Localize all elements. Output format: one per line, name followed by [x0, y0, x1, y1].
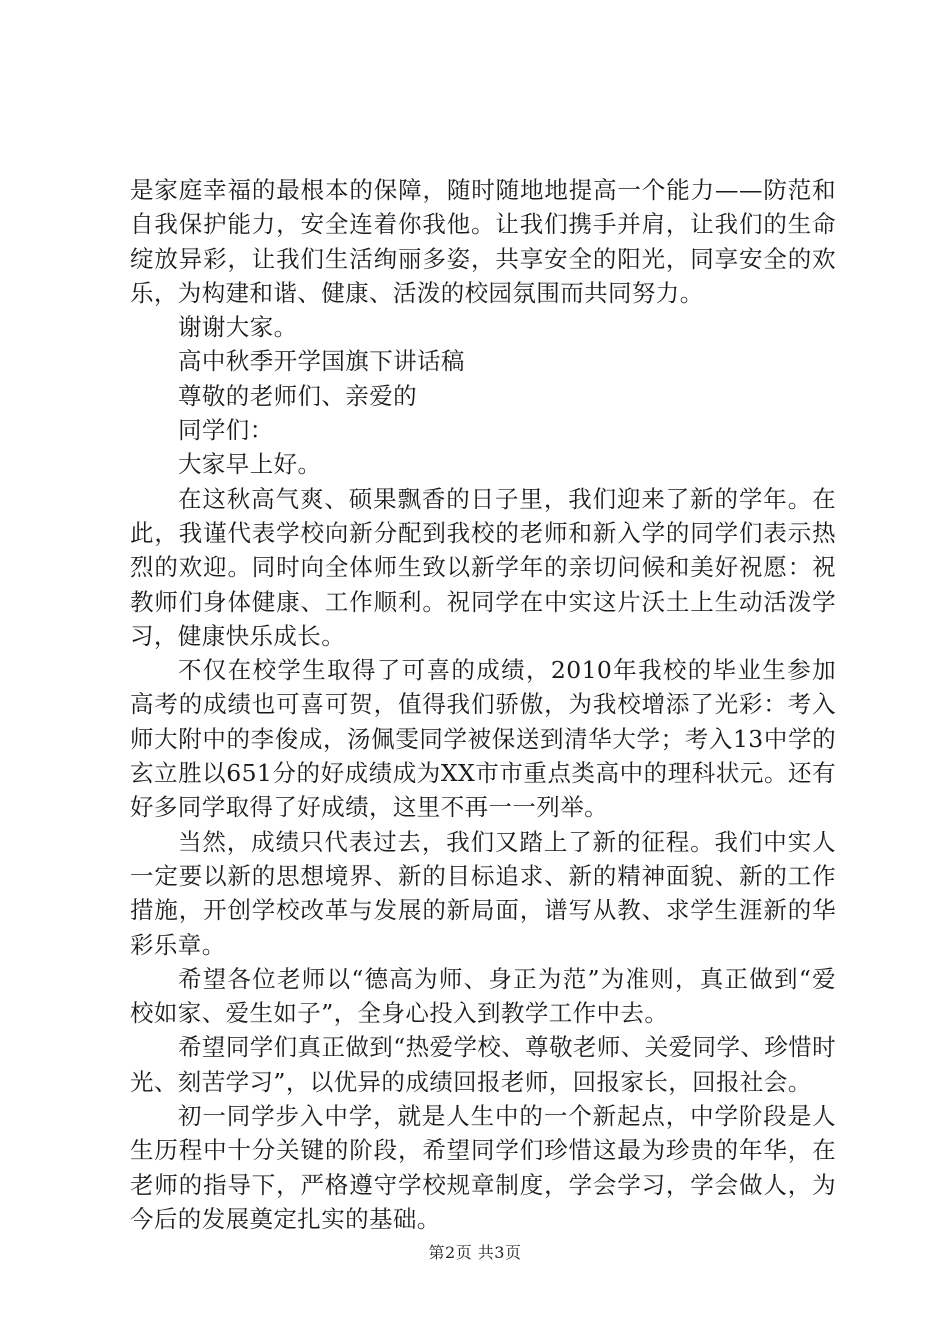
paragraph: 不仅在校学生取得了可喜的成绩，2010年我校的毕业生参加高考的成绩也可喜可贺，值得我们骄傲，为我校增添了光彩：考入师大附中的李俊成，汤佩雯同学被保送到清华大学；考入13中学的玄立胜以651分的好成绩成为XX市市重点类高中的理科状元。还有好多同学取得了好成绩，这里不再一一列举。: [130, 656, 836, 822]
paragraph: 当然，成绩只代表过去，我们又踏上了新的征程。我们中实人一定要以新的思想境界、新的目标追求、新的精神面貌、新的工作措施，开创学校改革与发展的新局面，谱写从教、求学生涯新的华彩乐章。: [130, 827, 836, 959]
body-text: [130, 173, 836, 1236]
paragraph: 初一同学步入中学，就是人生中的一个新起点，中学阶段是人生历程中十分关键的阶段，希望同学们珍惜这最为珍贵的年华，在老师的指导下，严格遵守学校规章制度，学会学习，学会做人，为今后的发展奠定扎实的基础。: [130, 1102, 836, 1233]
paragraph: 希望各位老师以“德高为师、身正为范”为准则，真正做到“爱校如家、爱生如子”，全身心投入到教学工作中去。: [130, 964, 836, 1028]
page-number-footer: 第2页 共3页: [428, 1243, 522, 1262]
salutation-line: 同学们：: [178, 416, 274, 445]
section-title: 高中秋季开学国旗下讲话稿: [178, 347, 465, 376]
paragraph-thanks: 谢谢大家。: [178, 313, 298, 342]
salutation-line: 尊敬的老师们、亲爱的: [178, 381, 417, 410]
paragraph: 在这秋高气爽、硕果飘香的日子里，我们迎来了新的学年。在此，我谨代表学校向新分配到我校的老师和新入学的同学们表示热烈的欢迎。同时向全体师生致以新学年的亲切问候和美好祝愿：祝教师们身体健康、工作顺利。祝同学在中实这片沃土上生动活泼学习，健康快乐成长。: [130, 484, 836, 650]
paragraph-continuation: 是家庭幸福的最根本的保障，随时随地地提高一个能力——防范和自我保护能力，安全连着你我他。让我们携手并肩，让我们的生命绽放异彩，让我们生活绚丽多姿，共享安全的阳光，同享安全的欢乐，为构建和谐、健康、活泼的校园氛围而共同努力。: [130, 176, 836, 307]
greeting-line: 大家早上好。: [178, 450, 322, 479]
paragraph: 希望同学们真正做到“热爱学校、尊敬老师、关爱同学、珍惜时光、刻苦学习”，以优异的成绩回报老师，回报家长，回报社会。: [130, 1033, 836, 1096]
